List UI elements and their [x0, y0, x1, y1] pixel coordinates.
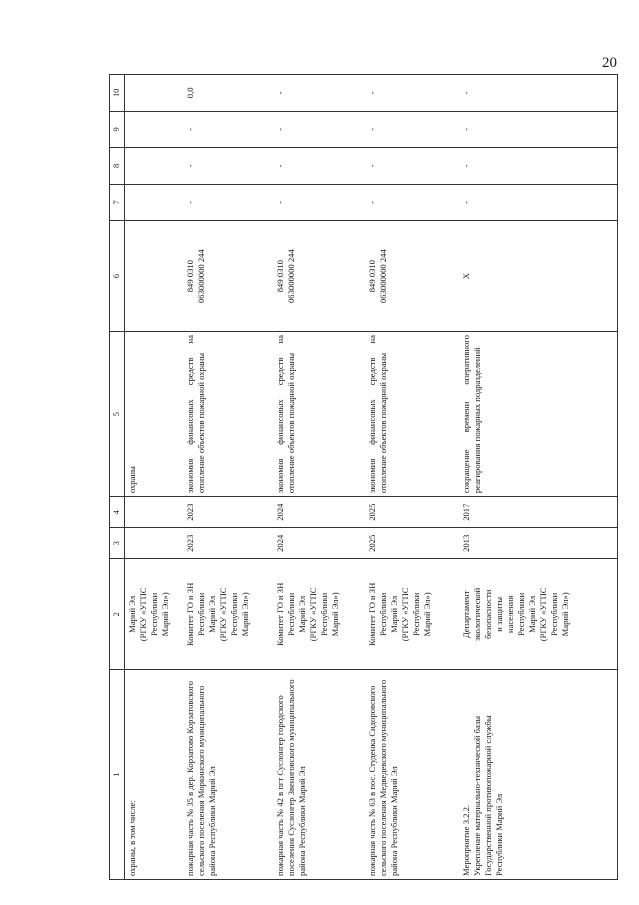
value-cell: -	[273, 148, 365, 185]
budget-code-cell	[125, 221, 184, 332]
expected-result-cell: экономия финансовых средств на отопление объектов пожарной охраны	[183, 332, 273, 497]
activity-name-cell: пожарная часть № 42 в пгт Суслонгер городского поселения Суслонгер Звениговского муниципального района Республики Марий Эл	[273, 670, 365, 880]
program-activities-table	[109, 74, 618, 880]
value-cell	[125, 75, 184, 112]
value-cell	[125, 184, 184, 221]
value-cell: -	[273, 75, 365, 112]
value-cell: -	[273, 111, 365, 148]
expected-result-cell: экономия финансовых средств на отопление объектов пожарной охраны	[273, 332, 365, 497]
activity-name-cell: пожарная часть № 35 в дер. Корзатово Корзатовского сельского поселения Моркинского муниципального района Республики Марий Эл	[183, 670, 273, 880]
budget-code-cell: Х	[459, 221, 618, 332]
column-header: 8	[110, 148, 125, 185]
rotated-table-container	[109, 74, 619, 880]
start-year-cell: 2024	[273, 528, 365, 559]
table-row	[273, 75, 365, 880]
expected-result-cell: охраны	[125, 332, 184, 497]
value-cell: -	[459, 75, 618, 112]
budget-code-cell: 849 0310 063000000 244	[273, 221, 365, 332]
table-row	[365, 75, 459, 880]
column-header: 5	[110, 332, 125, 497]
column-header: 2	[110, 559, 125, 670]
budget-code-cell: 849 0310 063000000 244	[365, 221, 459, 332]
value-cell: -	[365, 148, 459, 185]
activity-name-cell: пожарная часть № 63 в пос. Студенка Сидоровского сельского поселения Медведевского муниципального района Республики Марий Эл	[365, 670, 459, 880]
value-cell	[125, 111, 184, 148]
executor-cell: Марий Эл (РГКУ «УГПС Республики Марий Эл»)	[125, 559, 184, 670]
end-year-cell: 2017	[459, 497, 618, 528]
column-header: 4	[110, 497, 125, 528]
executor-cell: Департамент экологической безопасности и защиты населения Республики Марий Эл (РГКУ «УГПС Республики Марий Эл»)	[459, 559, 618, 670]
end-year-cell: 2024	[273, 497, 365, 528]
value-cell: -	[183, 148, 273, 185]
value-cell: 0,0	[183, 75, 273, 112]
page-number: 20	[602, 55, 617, 71]
end-year-cell: 2023	[183, 497, 273, 528]
executor-cell: Комитет ГО и ЗН Республики Марий Эл (РГКУ «УГПС Республики Марий Эл»)	[183, 559, 273, 670]
value-cell: -	[459, 111, 618, 148]
start-year-cell	[125, 528, 184, 559]
value-cell: -	[273, 184, 365, 221]
value-cell: -	[183, 184, 273, 221]
column-header: 3	[110, 528, 125, 559]
value-cell: -	[183, 111, 273, 148]
value-cell: -	[365, 184, 459, 221]
column-header: 10	[110, 75, 125, 112]
executor-cell: Комитет ГО и ЗН Республики Марий Эл (РГКУ «УГПС Республики Марий Эл»)	[365, 559, 459, 670]
value-cell: -	[365, 75, 459, 112]
value-cell: -	[459, 184, 618, 221]
column-header: 1	[110, 670, 125, 880]
column-number-row	[110, 75, 125, 880]
activity-name-cell: Мероприятие 3.2.2. Укрепление материально-технической базы Государственной противопожарной службы Республики Марий Эл	[459, 670, 618, 880]
value-cell: -	[459, 148, 618, 185]
budget-code-cell: 849 0310 063000000 244	[183, 221, 273, 332]
column-header: 6	[110, 221, 125, 332]
table-row	[459, 75, 618, 880]
column-header: 7	[110, 184, 125, 221]
executor-cell: Комитет ГО и ЗН Республики Марий Эл (РГКУ «УГПС Республики Марий Эл»)	[273, 559, 365, 670]
expected-result-cell: сокращение времени оперативного реагирования пожарных подразделений	[459, 332, 618, 497]
expected-result-cell: экономия финансовых средств на отопление объектов пожарной охраны	[365, 332, 459, 497]
table-row	[125, 75, 184, 880]
start-year-cell: 2013	[459, 528, 618, 559]
value-cell	[125, 148, 184, 185]
end-year-cell: 2025	[365, 497, 459, 528]
start-year-cell: 2023	[183, 528, 273, 559]
table-row	[183, 75, 273, 880]
value-cell: -	[365, 111, 459, 148]
start-year-cell: 2025	[365, 528, 459, 559]
column-header: 9	[110, 111, 125, 148]
end-year-cell	[125, 497, 184, 528]
activity-name-cell: охраны, в том числе:	[125, 670, 184, 880]
